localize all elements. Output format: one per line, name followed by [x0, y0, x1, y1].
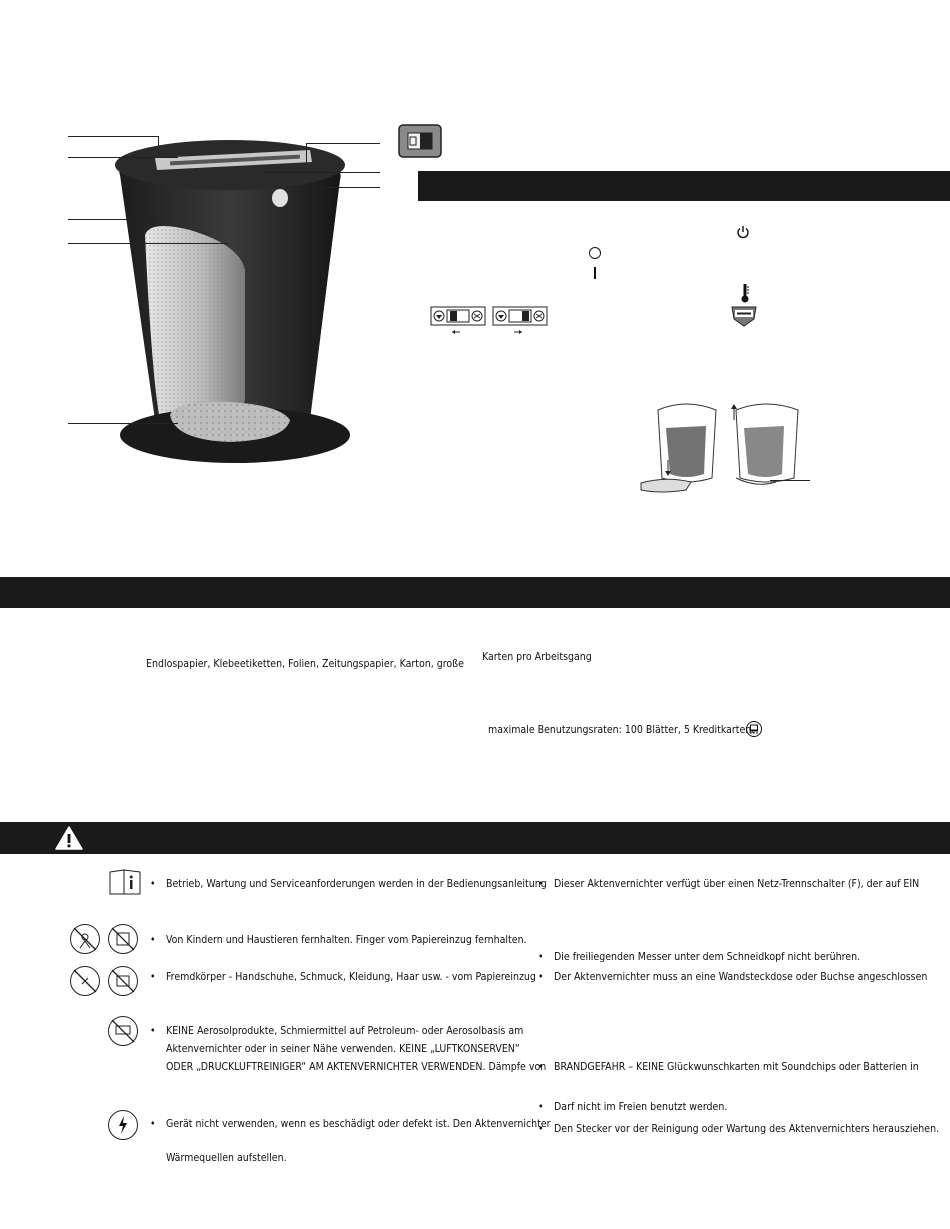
lightning-icon [108, 1110, 138, 1140]
shredder-illustration [60, 120, 400, 480]
callout-line-d [68, 243, 228, 244]
callout-line-a [68, 136, 158, 137]
callout-line-a-drop [158, 136, 159, 156]
switch-panel-icon [398, 124, 442, 158]
callout-line-b [68, 157, 178, 158]
callout-line-g [262, 172, 380, 173]
safety-right-item-6: • Den Stecker vor der Reinigung oder Wartung des Aktenvernichters herausziehen. [554, 1120, 939, 1138]
off-circle-icon [589, 247, 601, 259]
safety-right-item-1: • Dieser Aktenvernichter verfügt über einen Netz-Trennschalter (F), der auf EIN [554, 875, 919, 893]
shredder-symbol-icon [746, 721, 762, 737]
safety-left-item-3: • Fremdkörper - Handschuhe, Schmuck, Kleidung, Haar usw. - vom Papiereinzug [166, 968, 536, 986]
safety-left-item-5: • Gerät nicht verwenden, wenn es beschädigt oder defekt ist. Den Aktenvernichter [166, 1115, 551, 1133]
safety-header-bar [0, 822, 950, 854]
safety-left-continuation-1: Aktenvernichter oder in seiner Nähe verwenden. KEINE „LUFTKONSERVEN“ [166, 1043, 520, 1055]
prohibition-slashes [70, 924, 140, 1044]
usage-cards-text: Karten pro Arbeitsgang [482, 651, 592, 663]
callout-line-e [68, 423, 178, 424]
usage-max-text: maximale Benutzungsraten: 100 Blätter, 5 Kreditkarten. [488, 724, 755, 736]
warning-triangle-icon [54, 825, 84, 851]
power-icon [736, 225, 750, 239]
callout-line-f [306, 143, 380, 144]
bin-emptying-illustration [636, 398, 816, 498]
safety-right-item-4: • BRANDGEFAHR – KEINE Glückwunschkarten mit Soundchips oder Batterien in [554, 1058, 919, 1076]
safe-sense-icon [730, 305, 758, 327]
usage-header-bar [0, 577, 950, 608]
safety-right-item-5: • Darf nicht im Freien benutzt werden. [554, 1098, 727, 1116]
switch-position-right-icon [492, 306, 548, 336]
safety-left-continuation-3: Wärmequellen aufstellen. [166, 1152, 287, 1164]
safety-right-item-2: • Die freiliegenden Messer unter dem Schneidkopf nicht berühren. [554, 948, 860, 966]
callout-line-h [286, 187, 380, 188]
thermometer-icon [740, 283, 750, 303]
usage-restriction-text: Endlospapier, Klebeetiketten, Folien, Zeitungspapier, Karton, große [146, 658, 464, 670]
safety-left-continuation-2: ODER „DRUCKLUFTREINIGER“ AM AKTENVERNICHTER VERWENDEN. Dämpfe von [166, 1061, 547, 1073]
read-manual-icon [108, 868, 142, 896]
controls-header-bar [418, 171, 950, 201]
switch-position-left-icon [430, 306, 486, 336]
callout-line-f-drop [306, 143, 307, 163]
on-bar-icon [594, 267, 596, 279]
safety-left-item-1: • Betrieb, Wartung und Serviceanforderungen werden in der Bedienungsanleitung [166, 875, 547, 893]
callout-line-c [68, 219, 158, 220]
safety-left-item-4: • KEINE Aerosolprodukte, Schmiermittel auf Petroleum- oder Aerosolbasis am [166, 1022, 523, 1040]
callout-line-bin [770, 480, 810, 481]
safety-left-item-2: • Von Kindern und Haustieren fernhalten. Finger vom Papiereinzug fernhalten. [166, 931, 527, 949]
safety-right-item-3: • Der Aktenvernichter muss an eine Wandsteckdose oder Buchse angeschlossen [554, 968, 927, 986]
